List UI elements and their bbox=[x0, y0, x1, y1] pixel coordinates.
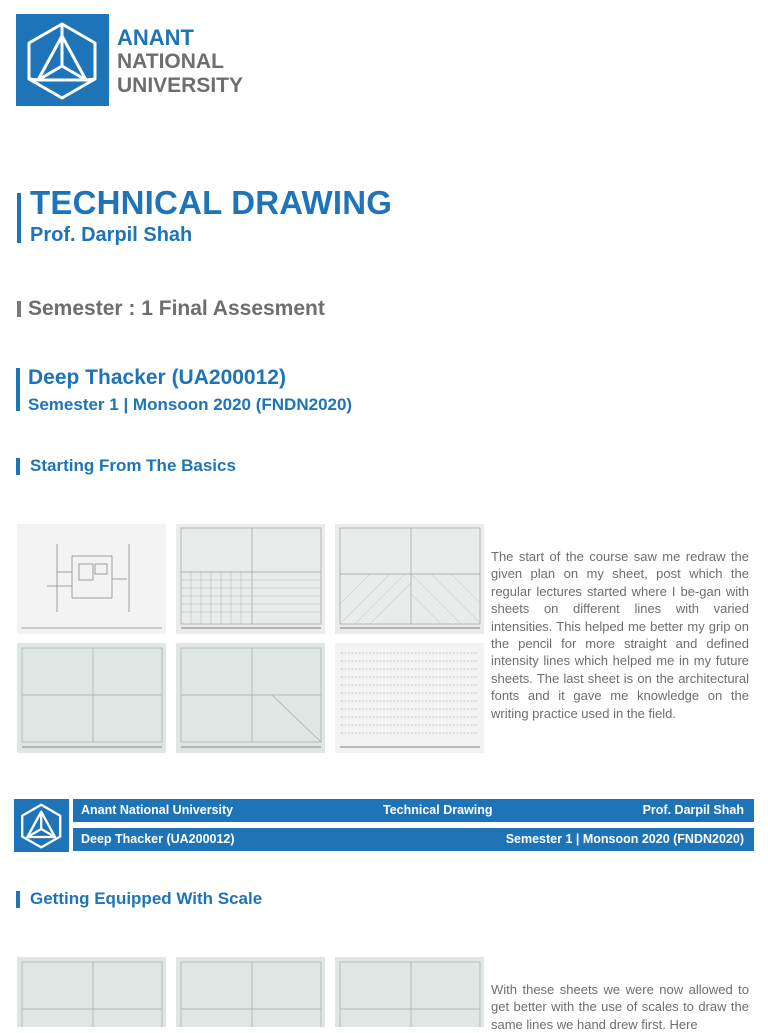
footer-logo bbox=[14, 799, 69, 852]
grid-lines-drawing bbox=[176, 524, 325, 634]
section2-accent-bar bbox=[16, 891, 20, 908]
blank-grid-thumbnail bbox=[17, 643, 166, 753]
scale-sheet-thumbnail-1 bbox=[17, 957, 166, 1027]
student-semester: Semester 1 | Monsoon 2020 (FNDN2020) bbox=[28, 395, 353, 414]
line-intensity-thumbnail bbox=[176, 643, 325, 753]
footer-band-top bbox=[73, 799, 754, 822]
section1-heading: Starting From The Basics bbox=[30, 456, 236, 475]
section2-description: With these sheets we were now allowed to get better with the use of scales to draw the same lines we hand drew first. Here bbox=[491, 982, 749, 1032]
plan-sketch-drawing bbox=[17, 524, 166, 634]
footer-university: Anant National University bbox=[81, 803, 234, 817]
section1-accent-bar bbox=[16, 458, 20, 475]
section1-description: The start of the course saw me redraw the given plan on my sheet, post which the regular lectures started where I be-gan with sheets on different lines with varied intensities. This helped me better my grip on the pencil for more straight and defined intensity lines which helped me in my future sheets. The last sheet is on the architectural fonts and it gave me knowledge on the writing practice used in the field. bbox=[491, 549, 749, 721]
footer-semester: Semester 1 | Monsoon 2020 (FNDN2020) bbox=[505, 832, 744, 846]
footer-student: Deep Thacker (UA200012) bbox=[81, 832, 235, 846]
logo-line-2: NATIONAL bbox=[117, 50, 224, 73]
scale-sheet-drawing-1 bbox=[17, 957, 166, 1027]
diagonal-lines-drawing bbox=[335, 524, 484, 634]
scale-sheet-drawing-3 bbox=[335, 957, 484, 1027]
footer-band-bottom bbox=[73, 828, 754, 851]
title-accent-bar bbox=[17, 193, 21, 243]
architectural-fonts-thumbnail bbox=[335, 643, 484, 753]
architectural-fonts-drawing bbox=[335, 643, 484, 753]
diagonal-lines-thumbnail bbox=[335, 524, 484, 634]
logo-icon bbox=[16, 14, 109, 106]
footer-logo-icon bbox=[14, 799, 69, 852]
footer-professor: Prof. Darpil Shah bbox=[642, 803, 744, 817]
grid-lines-thumbnail bbox=[176, 524, 325, 634]
assessment-accent-bar bbox=[17, 301, 21, 317]
line-intensity-drawing bbox=[176, 643, 325, 753]
university-logo bbox=[16, 14, 109, 106]
logo-line-3: UNIVERSITY bbox=[117, 74, 244, 97]
assessment-label: Semester : 1 Final Assesment bbox=[28, 297, 325, 320]
student-accent-bar bbox=[16, 368, 20, 411]
course-title: TECHNICAL DRAWING bbox=[30, 184, 393, 221]
university-wordmark bbox=[117, 26, 243, 98]
scale-sheet-drawing-2 bbox=[176, 957, 325, 1027]
logo-line-1: ANANT bbox=[117, 25, 194, 50]
student-name: Deep Thacker (UA200012) bbox=[28, 366, 286, 389]
scale-sheet-thumbnail-3 bbox=[335, 957, 484, 1027]
blank-grid-drawing bbox=[17, 643, 166, 753]
scale-sheet-thumbnail-2 bbox=[176, 957, 325, 1027]
professor-name: Prof. Darpil Shah bbox=[30, 224, 193, 246]
footer-course: Technical Drawing bbox=[383, 803, 493, 817]
plan-sketch-thumbnail bbox=[17, 524, 166, 634]
section2-heading: Getting Equipped With Scale bbox=[30, 889, 263, 908]
